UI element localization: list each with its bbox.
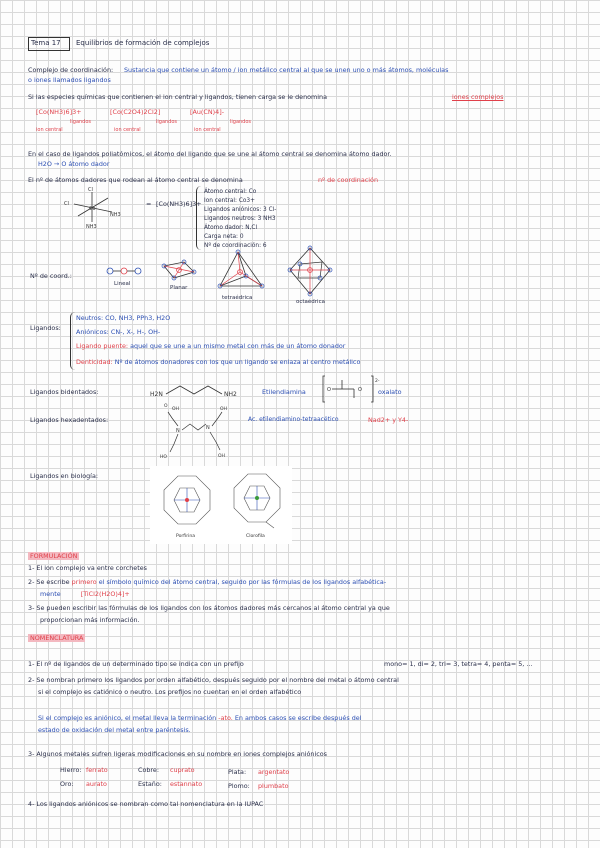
octahedral-geometry-sketch [286, 246, 336, 298]
nomenclature-rule-2-cont: si el complejo es catiónico o neutro. Los prefijos no cuentan en el orden alfabético [38, 688, 302, 696]
metal-name: Plomo: [228, 782, 250, 790]
planar-label: Planar [170, 285, 188, 291]
metal-anionic-name: cuprato [170, 766, 195, 774]
svg-text:N: N [206, 425, 210, 431]
bidentate-label: Ligandos bidentados: [30, 388, 99, 396]
linear-label: Lineal [114, 281, 131, 287]
edta-name: Ac. etilendiamino-tetraacético [248, 416, 339, 423]
ligand-types-brace [70, 312, 75, 370]
octahedral-label: octaédrica [296, 299, 325, 305]
chlorophyll-structure [226, 468, 286, 528]
svg-text:N: N [176, 428, 180, 434]
metal-anionic-name: aurato [86, 780, 107, 788]
denticity: Denticidad: Nº de átomos donadores con los que un ligando se enlaza al centro metálico [76, 358, 361, 366]
porphyrin-caption: Porfirina [176, 534, 196, 539]
example-2: [Co(C2O4)2Cl2] [110, 108, 161, 116]
complex-property: Átomo dador: N,Cl [204, 225, 258, 231]
ethylenediamine-structure [150, 382, 250, 402]
page-title: Equilibrios de formación de complejos [76, 39, 210, 47]
edta-charge: Nad2+ y Y4- [368, 416, 409, 424]
anionic-ligands: Aniónicos: CN-, X-, H-, OH- [76, 328, 161, 336]
nomenclature-rule-1: 1- El nº de ligandos de un determinado tipo se indica con un prefijo [28, 660, 244, 668]
complex-term: Complejo de coordinación: [28, 66, 114, 74]
nomenclature-anionic: Si el complejo es aniónico, el metal lleva la terminación -ato. En ambos casos se escribe después del [38, 714, 362, 722]
nomenclature-rule-2: 2- Se nombran primero los ligandos por orden alfabético, después seguido por el nombre del metal o átomo central [28, 676, 399, 684]
tetrahedral-label: tetraédrica [222, 295, 253, 301]
neutral-ligands: Neutros: CO, NH3, PPh3, H2O [76, 314, 171, 322]
complex-property: Ligandos neutros: 3 NH3 [204, 216, 276, 222]
complex-definition-1: Sustancia que contiene un átomo / ion metálico central al que se unen uno o más átomos, moléculas [124, 66, 449, 74]
formulation-rule-3: 3- Se pueden escribir las fórmulas de los ligandos con los átomos dadores más cercanos al átomo central ya que [28, 604, 390, 612]
ion-complex-term: iones complejos [452, 93, 504, 101]
formulation-rule-3-cont: proporcionan más información. [40, 616, 140, 624]
label-ion-central-2: ion central [114, 127, 141, 133]
ligand-types-label: Ligandos: [30, 324, 61, 332]
svg-text:OH: OH [172, 407, 179, 412]
title-label: Tema 17 [31, 39, 61, 47]
formulation-rule-2: 2- Se escribe primero el símbolo químico del átomo central, seguido por las fórmulas de los ligandos alfabética- [28, 578, 387, 586]
metal-anionic-name: estannato [170, 780, 203, 788]
coordination-sentence: El nº de átomos dadores que rodean al átomo central se denomina [28, 176, 243, 184]
chlorophyll-caption: Clorofila [246, 534, 265, 539]
nomenclature-rule-3: 3- Algunos metales sufren ligeras modificaciones en su nombre en iones complejos aniónicos [28, 750, 328, 758]
cobalt-complex-sketch [62, 186, 132, 230]
metal-name: Cobre: [138, 766, 160, 774]
bridge-ligand: Ligando puente: aquel que se une a un mismo metal con más de un átomo donador [76, 342, 346, 350]
example-1: [Co(NH3)6]3+ [36, 108, 82, 116]
metal-anionic-name: plumbato [258, 782, 289, 790]
svg-text:Cl: Cl [88, 187, 93, 193]
complex-brace [196, 186, 201, 250]
complex-property: Átomo central: Co [204, 189, 257, 195]
complex-property: Nº de coordinación: 6 [204, 243, 267, 249]
linear-geometry-sketch [104, 264, 144, 278]
svg-text:2-: 2- [375, 379, 380, 384]
nomenclature-rule-4: 4- Los ligandos aniónicos se nombran como tal nomenclatura en la IUPAC [28, 800, 264, 808]
svg-text:O: O [327, 387, 331, 393]
formulation-rule-1: 1- El ion complejo va entre corchetes [28, 564, 147, 572]
equals-sign: = [146, 200, 152, 208]
nomenclature-prefixes: mono= 1, di= 2, tri= 3, tetra= 4, penta= 5, ... [384, 660, 533, 668]
svg-text:O: O [358, 387, 362, 393]
svg-text:H2N: H2N [150, 391, 163, 398]
svg-text:NH3: NH3 [86, 224, 97, 230]
formulation-heading: FORMULACIÓN [30, 552, 78, 560]
svg-text:HO: HO [160, 455, 167, 460]
geometry-label: Nº de coord.: [30, 272, 72, 280]
donor-example: H2O → O átomo dador [38, 160, 110, 168]
metal-name: Hierro: [60, 766, 82, 774]
complex-property: Carga neta: 0 [204, 234, 244, 240]
biology-label: Ligandos en biología: [30, 472, 99, 480]
example-3: [Au(CN)4]- [190, 108, 225, 116]
svg-text:Co: Co [89, 206, 96, 212]
label-ligandos-3: ligandos [230, 119, 252, 125]
nomenclature-heading: NOMENCLATURA [30, 634, 84, 642]
porphyrin-structure [158, 472, 216, 528]
metal-anionic-name: argentato [258, 768, 290, 776]
svg-text:O: O [164, 404, 168, 409]
formulation-rule-2-cont: mente [TiCl2(H2O)4]+ [40, 590, 130, 598]
svg-text:Cl: Cl [64, 201, 69, 207]
coordination-term: nº de coordinación [318, 176, 379, 184]
nomenclature-anionic-cont: estado de oxidación del metal entre paréntesis. [38, 726, 191, 734]
edta-structure [150, 400, 240, 460]
label-ion-central-1: ion central [36, 127, 63, 133]
oxalate-structure [322, 374, 380, 404]
tetrahedral-geometry-sketch [216, 248, 266, 294]
complex-formula: [Co(NH3)6]3+ [156, 200, 202, 208]
label-ion-central-3: ion central [194, 127, 221, 133]
metal-name: Plata: [228, 768, 247, 776]
svg-text:NH3: NH3 [110, 212, 121, 218]
planar-geometry-sketch [158, 258, 198, 284]
label-ligandos-2: ligandos [156, 119, 178, 125]
metal-name: Oro: [60, 780, 74, 788]
oxalate-name: oxalato [378, 388, 402, 396]
label-ligandos-1: ligandos [70, 119, 92, 125]
hexadentate-label: Ligandos hexadentados: [30, 416, 109, 424]
metal-name: Estaño: [138, 780, 162, 788]
svg-text:OH: OH [218, 454, 225, 459]
complex-definition-2: o iones llamados ligandos [28, 76, 111, 84]
porphyrin-chlorophyll-figure [150, 466, 292, 544]
complex-property: Ligandos aniónicos: 3 Cl- [204, 207, 277, 213]
metal-anionic-name: ferrato [86, 766, 108, 774]
ion-complex-sentence: Si las especies químicas que contienen el ion central y ligandos, tienen carga se le denomina [28, 93, 328, 101]
svg-text:OH: OH [220, 407, 227, 412]
svg-text:NH2: NH2 [224, 391, 237, 398]
ethylenediamine-name: Etilendiamina [262, 388, 306, 396]
complex-property: Ion central: Co3+ [204, 198, 255, 204]
donor-sentence: En el caso de ligandos poliatómicos, el átomo del ligando que se une al átomo central se denomina átomo dador. [28, 150, 392, 158]
